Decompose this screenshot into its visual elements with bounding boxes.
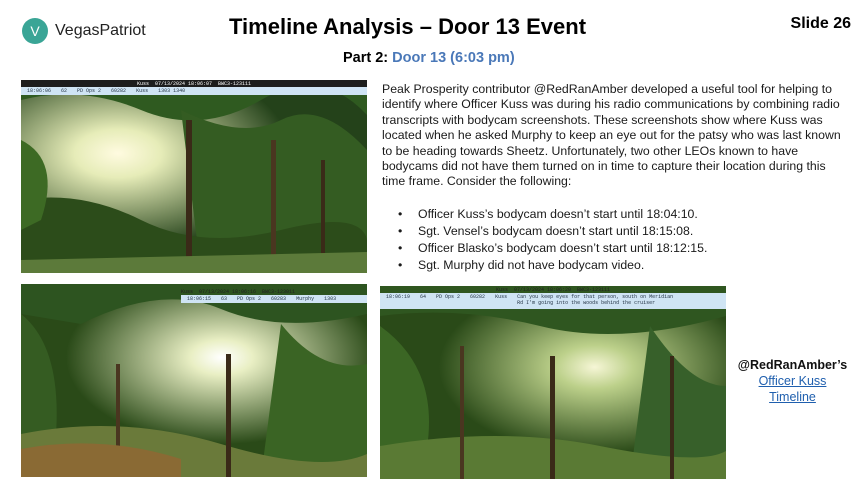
list-item: • Officer Kuss’s bodycam doesn’t start until 18:04:10. <box>398 206 707 223</box>
slide-title: Timeline Analysis – Door 13 Event <box>229 14 587 39</box>
bodycam-hud-header: Kuss 07/13/2024 18:06:16 BWC3-123011 <box>181 288 296 295</box>
list-item: • Sgt. Murphy did not have bodycam video. <box>398 257 707 274</box>
bullet-icon: • <box>398 207 403 221</box>
bodycam-screenshot-1 <box>21 80 367 273</box>
subtitle-door: Door 13 (6:03 pm) <box>392 50 515 66</box>
bodycam-radio-bar: 18:06:06 62 PD Ops 2 60282 Kuss 1303 1340 <box>21 87 367 95</box>
bullet-icon: • <box>398 241 403 256</box>
subtitle-part: Part 2: <box>343 50 389 66</box>
list-item: • Officer Blasko’s bodycam doesn’t start until 18:12:15. <box>398 240 707 257</box>
bodycam-radio-bar: 18:06:19 64 PD Ops 2 60282 Kuss Can you keep eyes for that person, south on Meridian Rd I'm going into the woods behind the cruiser <box>380 293 726 309</box>
credit-block <box>735 357 850 405</box>
credit-handle: @RedRanAmber’s <box>737 358 848 372</box>
body-paragraph: Peak Prosperity contributor @RedRanAmber developed a useful tool for helping to identify where Officer Kuss was during his radio communications by combining radio transcripts with bodycam screenshots. These screenshots show where Kuss was located when he asked Murphy to keep an eye out for the patsy who was last known to be heading towards Sheetz. Unfortunately, two other LEOs known to have bodycams did not have them turned on in time to capture their location during this time frame. Consider the following: <box>382 82 841 189</box>
logo-text: VegasPatriot <box>55 22 146 39</box>
bodycam-hud-header: Kuss 07/13/2024 18:06:07 BWC3-123111 <box>21 80 367 87</box>
logo-icon: V <box>22 18 48 44</box>
forest-scene-image <box>380 286 726 479</box>
bodycam-hud-header: Kuss 07/13/2024 18:06:20 BWC3-123111 <box>495 286 611 293</box>
vegaspatriot-logo <box>22 18 146 44</box>
bodycam-radio-bar: 18:06:15 63 PD Ops 2 60283 Murphy 1303 <box>181 295 367 303</box>
list-item: • Sgt. Vensel’s bodycam doesn’t start until 18:15:08. <box>398 223 707 240</box>
forest-scene-image <box>21 80 367 273</box>
forest-scene-image <box>21 284 367 477</box>
bodycam-screenshot-2 <box>21 284 367 477</box>
bodycam-screenshot-3 <box>380 286 726 479</box>
bullet-icon: • <box>398 258 403 273</box>
slide-number: Slide 26 <box>790 15 851 32</box>
bullet-list <box>398 206 707 274</box>
bullet-icon: • <box>398 224 403 239</box>
timeline-link[interactable]: Officer Kuss Timeline <box>758 374 827 404</box>
slide-subtitle <box>343 50 515 66</box>
